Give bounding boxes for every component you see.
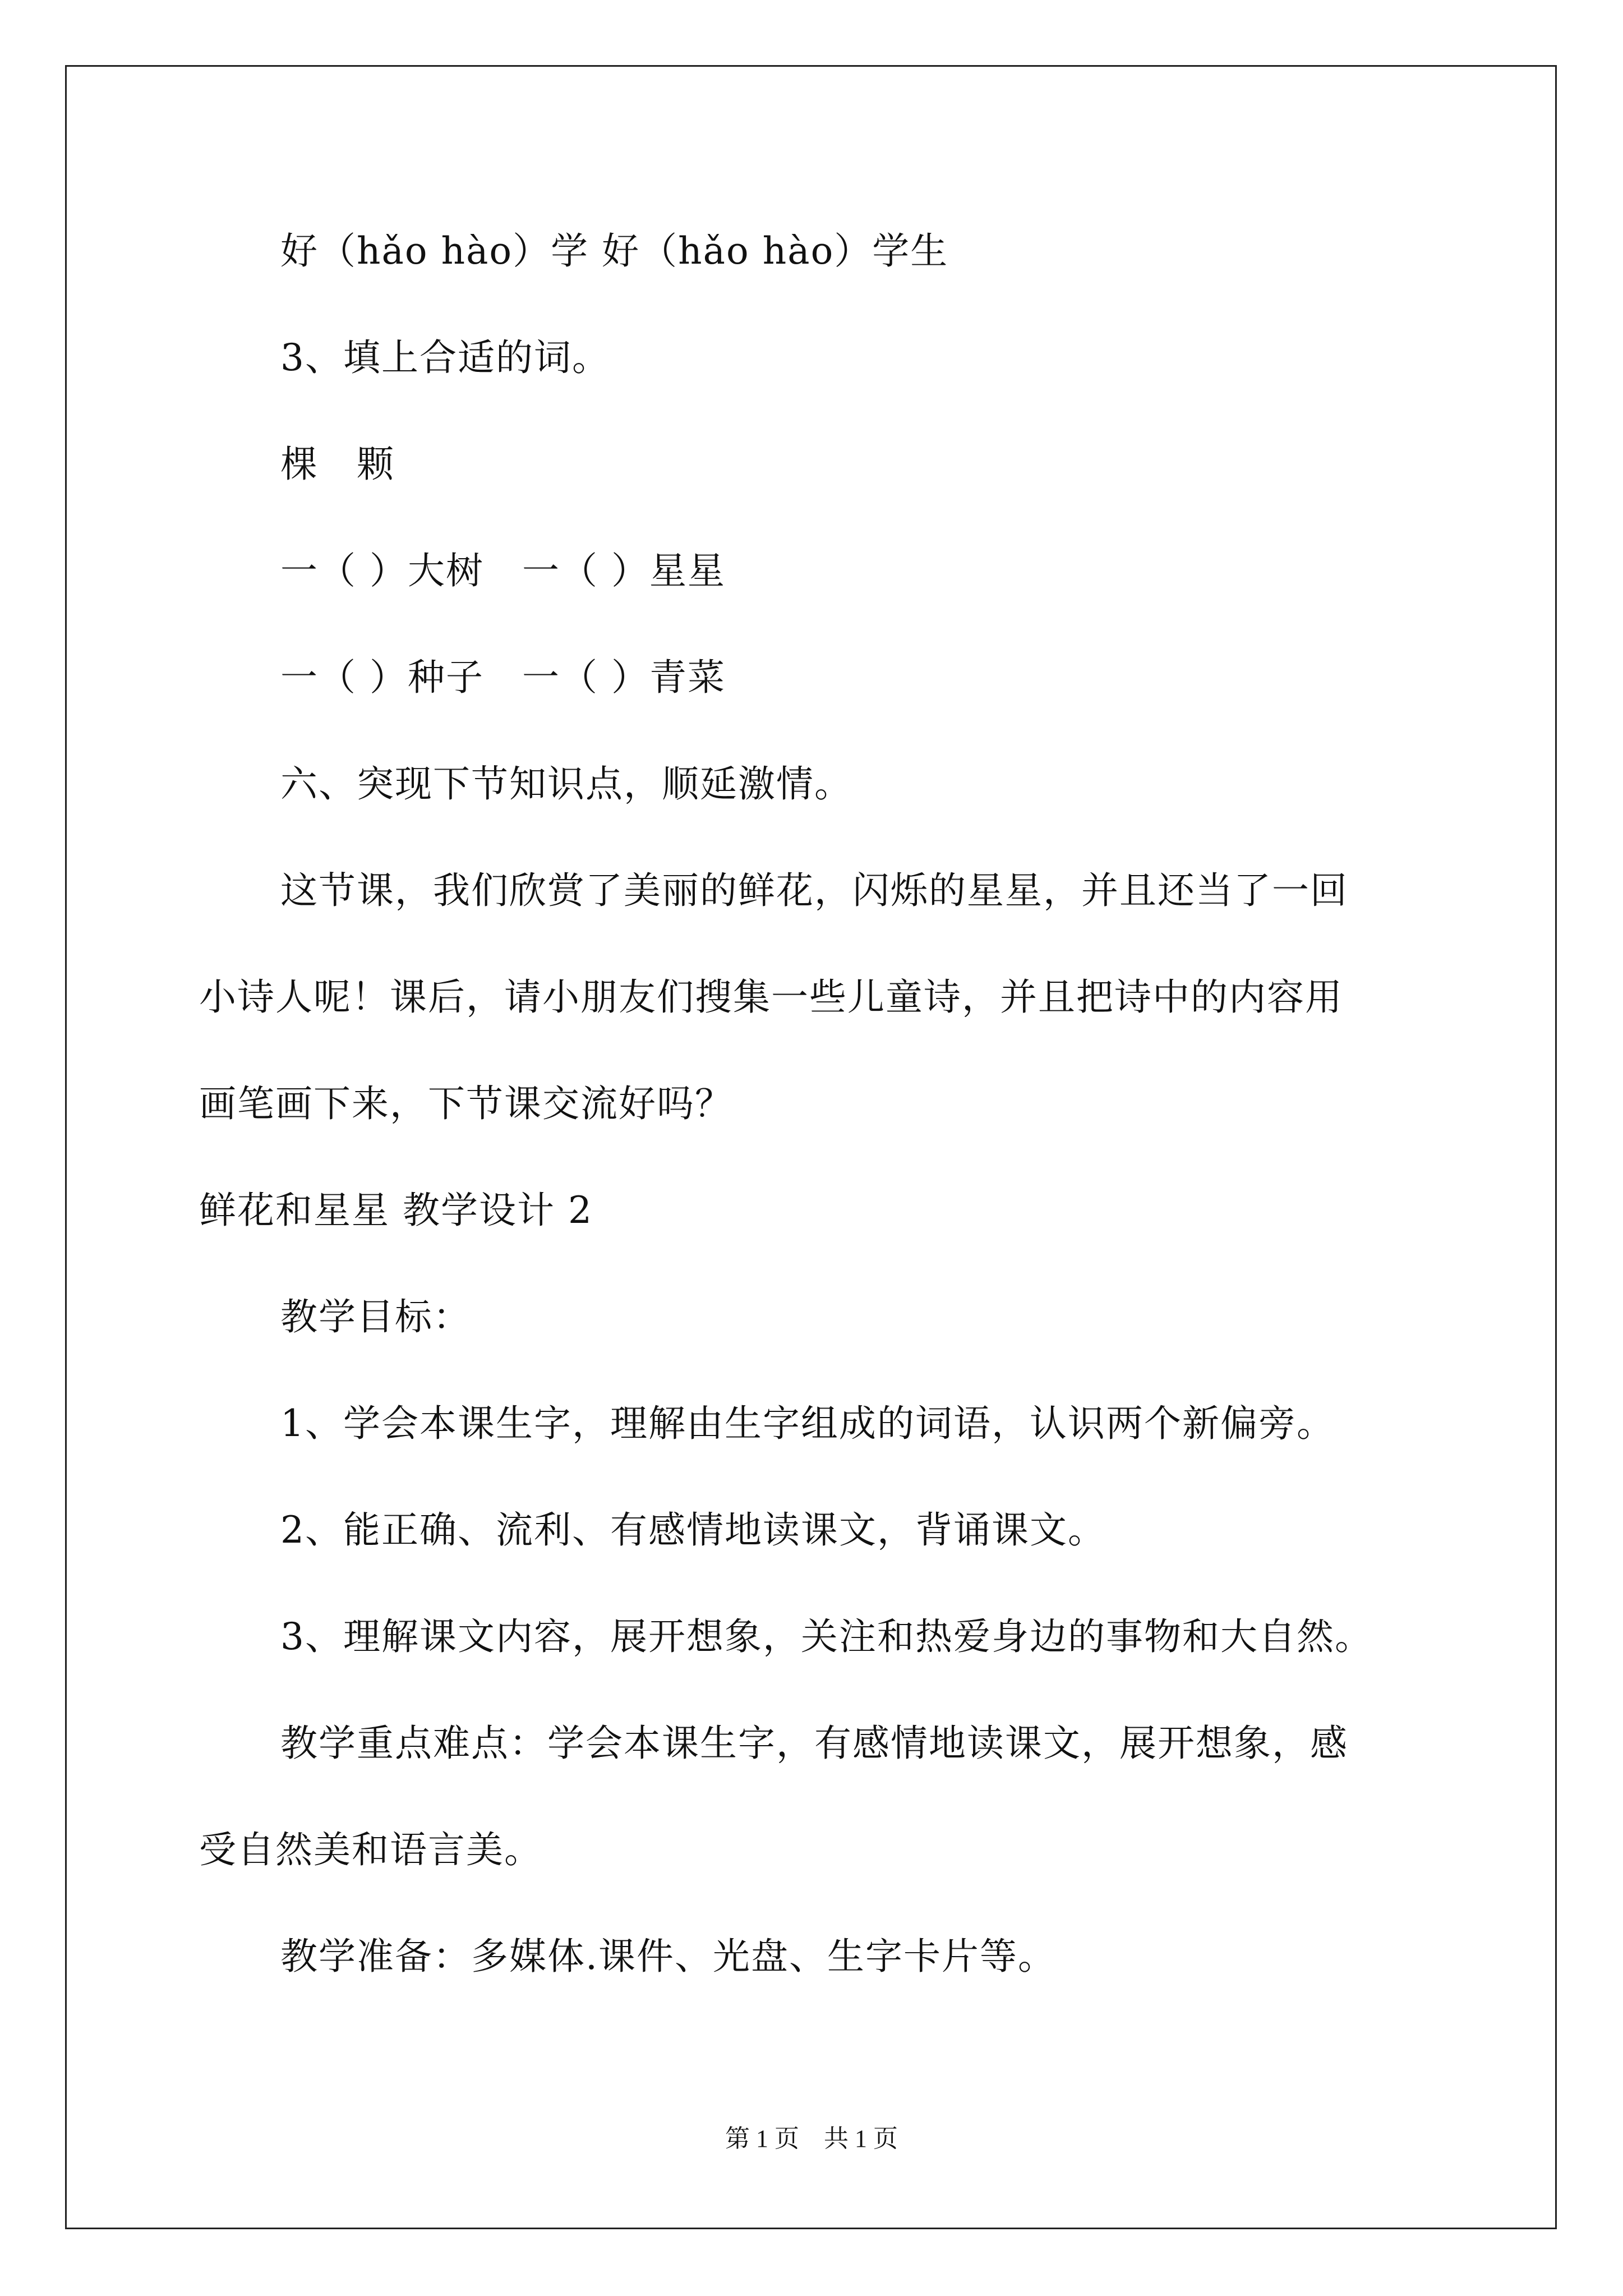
page-frame <box>65 65 1557 2229</box>
measure-words: 棵 颗 <box>280 443 395 486</box>
section-six-heading: 六、突现下节知识点，顺延激情。 <box>280 762 852 806</box>
exercise-3-heading: 3、填上合适的词。 <box>280 336 610 379</box>
teaching-goals-heading: 教学目标： <box>280 1295 471 1338</box>
fill-blank-line-2: 一（ ）种子 一（ ）青菜 <box>280 656 726 699</box>
paragraph-line: 画笔画下来，下节课交流好吗？ <box>199 1082 733 1125</box>
goal-item-3: 3、理解课文内容，展开想象，关注和热爱身边的事物和大自然。 <box>280 1615 1373 1658</box>
pinyin-line: 好（hǎo hào）学 好（hǎo hào）学生 <box>280 229 949 273</box>
paragraph-line: 小诗人呢！课后，请小朋友们搜集一些儿童诗，并且把诗中的内容用 <box>199 976 1343 1019</box>
fill-blank-line-1: 一（ ）大树 一（ ）星星 <box>280 549 726 592</box>
key-points-line: 教学重点难点：学会本课生字，有感情地读课文，展开想象，感 <box>280 1722 1348 1765</box>
goal-item-1: 1、学会本课生字，理解由生字组成的词语，认识两个新偏旁。 <box>280 1402 1335 1445</box>
paragraph-line: 这节课，我们欣赏了美丽的鲜花，闪烁的星星，并且还当了一回 <box>280 869 1348 912</box>
goal-item-2: 2、能正确、流利、有感情地读课文，背诵课文。 <box>280 1508 1106 1552</box>
key-points-line: 受自然美和语言美。 <box>199 1828 542 1871</box>
preparation-line: 教学准备：多媒体.课件、光盘、生字卡片等。 <box>280 1935 1056 1978</box>
page-footer: 第 1 页 共 1 页 <box>725 2125 898 2152</box>
section-title: 鲜花和星星 教学设计 2 <box>199 1189 593 1232</box>
